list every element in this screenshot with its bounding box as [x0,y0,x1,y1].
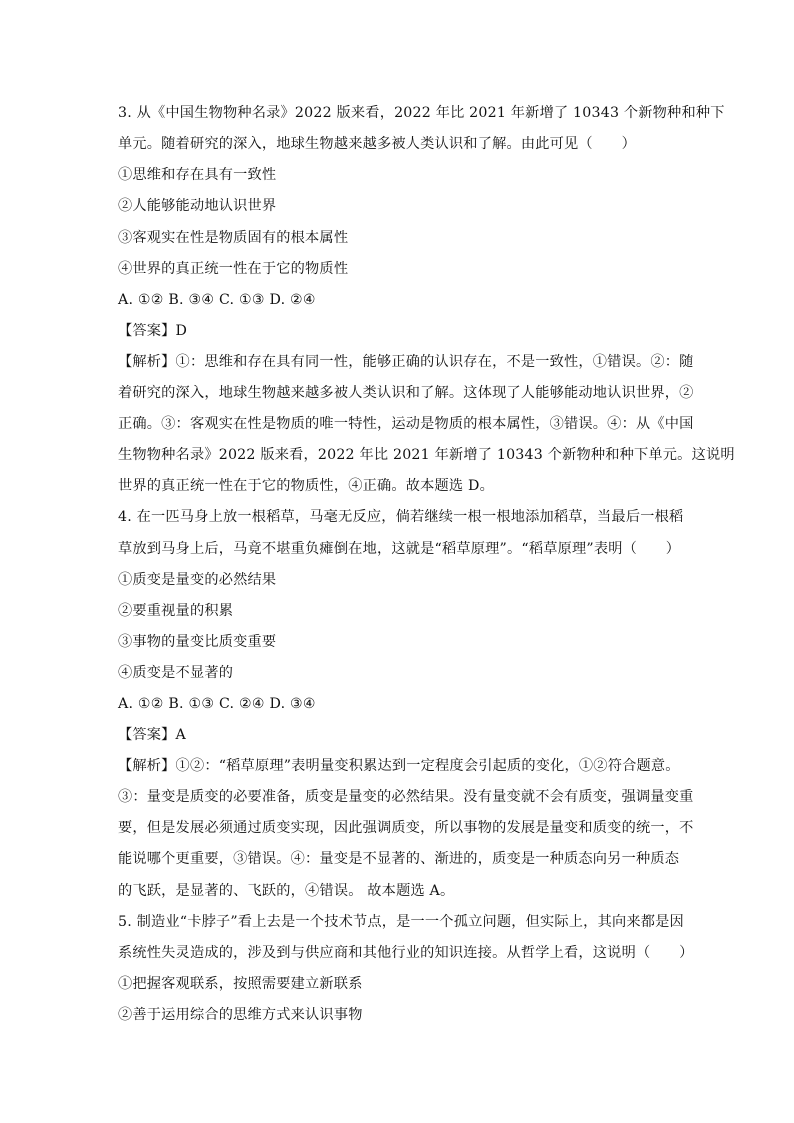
analysis-line: 要，但是发展必须通过质变实现，因此强调质变，所以事物的发展是量变和质变的统一，不 [118,820,694,836]
answer-line: 【答案】A [118,727,186,743]
option-2: ②人能够能动地认识世界 [118,198,277,214]
analysis-line: 正确。③：客观实在性是物质的唯一特性，运动是物质的根本属性，③错误。④：从《中国 [118,416,694,432]
answer-choices: A. ①② B. ①③ C. ②④ D. ③④ [118,696,316,712]
option-4: ④世界的真正统一性在于它的物质性 [118,261,349,277]
analysis-line: 世界的真正统一性在于它的物质性，④正确。故本题选 D。 [118,478,494,494]
question-stem-line: 系统性失灵造成的，涉及到与供应商和其他行业的知识连接。从哲学上看，这说明（ ） [118,945,694,961]
option-1: ①把握客观联系，按照需要建立新联系 [118,976,363,992]
option-3: ③客观实在性是物质固有的根本属性 [118,230,349,246]
analysis-line: 的飞跃，是显著的、飞跃的，④错误。 故本题选 A。 [118,883,455,899]
analysis-line: 【解析】①：思维和存在具有同一性，能够正确的认识存在，不是一致性，①错误。②：随 [118,354,694,370]
analysis-line: 能说哪个更重要，③错误。④：量变是不显著的、渐进的，质变是一种质态向另一种质态 [118,851,680,867]
option-1: ①质变是量变的必然结果 [118,572,277,588]
analysis-line: ③：量变是质变的必要准备，质变是量变的必然结果。没有量变就不会有质变，强调量变重 [118,789,694,805]
question-stem-line: 4. 在一匹马身上放一根稻草，马毫无反应，倘若继续一根一根地添加稻草，当最后一根稻 [118,509,684,525]
analysis-line: 生物物种名录》2022 版来看，2022 年比 2021 年新增了 10343 个新物种和种下单元。这说明 [118,447,735,463]
option-4: ④质变是不显著的 [118,665,234,681]
option-2: ②要重视量的积累 [118,603,234,619]
question-stem-line: 5. 制造业“卡脖子”看上去是一个技术节点，是一一个孤立问题，但实际上，其向来都是因 [118,914,684,930]
analysis-line: 【解析】①②：“稻草原理”表明量变积累达到一定程度会引起质的变化，①②符合题意。 [118,758,680,774]
question-stem-line: 3. 从《中国生物物种名录》2022 版来看，2022 年比 2021 年新增了 10343 个新物种和种下 [118,105,725,121]
analysis-line: 着研究的深入，地球生物越来越多被人类认识和了解。这体现了人能够能动地认识世界，② [118,385,694,401]
option-3: ③事物的量变比质变重要 [118,634,277,650]
question-stem-line: 单元。随着研究的深入，地球生物越来越多被人类认识和了解。由此可见（ ） [118,136,636,152]
option-2: ②善于运用综合的思维方式来认识事物 [118,1007,363,1023]
answer-line: 【答案】D [118,323,188,339]
question-stem-line: 草放到马身上后，马竟不堪重负瘫倒在地，这就是“稻草原理”。“稻草原理”表明（ ） [118,541,681,557]
option-1: ①思维和存在具有一致性 [118,167,277,183]
answer-choices: A. ①② B. ③④ C. ①③ D. ②④ [118,292,316,308]
